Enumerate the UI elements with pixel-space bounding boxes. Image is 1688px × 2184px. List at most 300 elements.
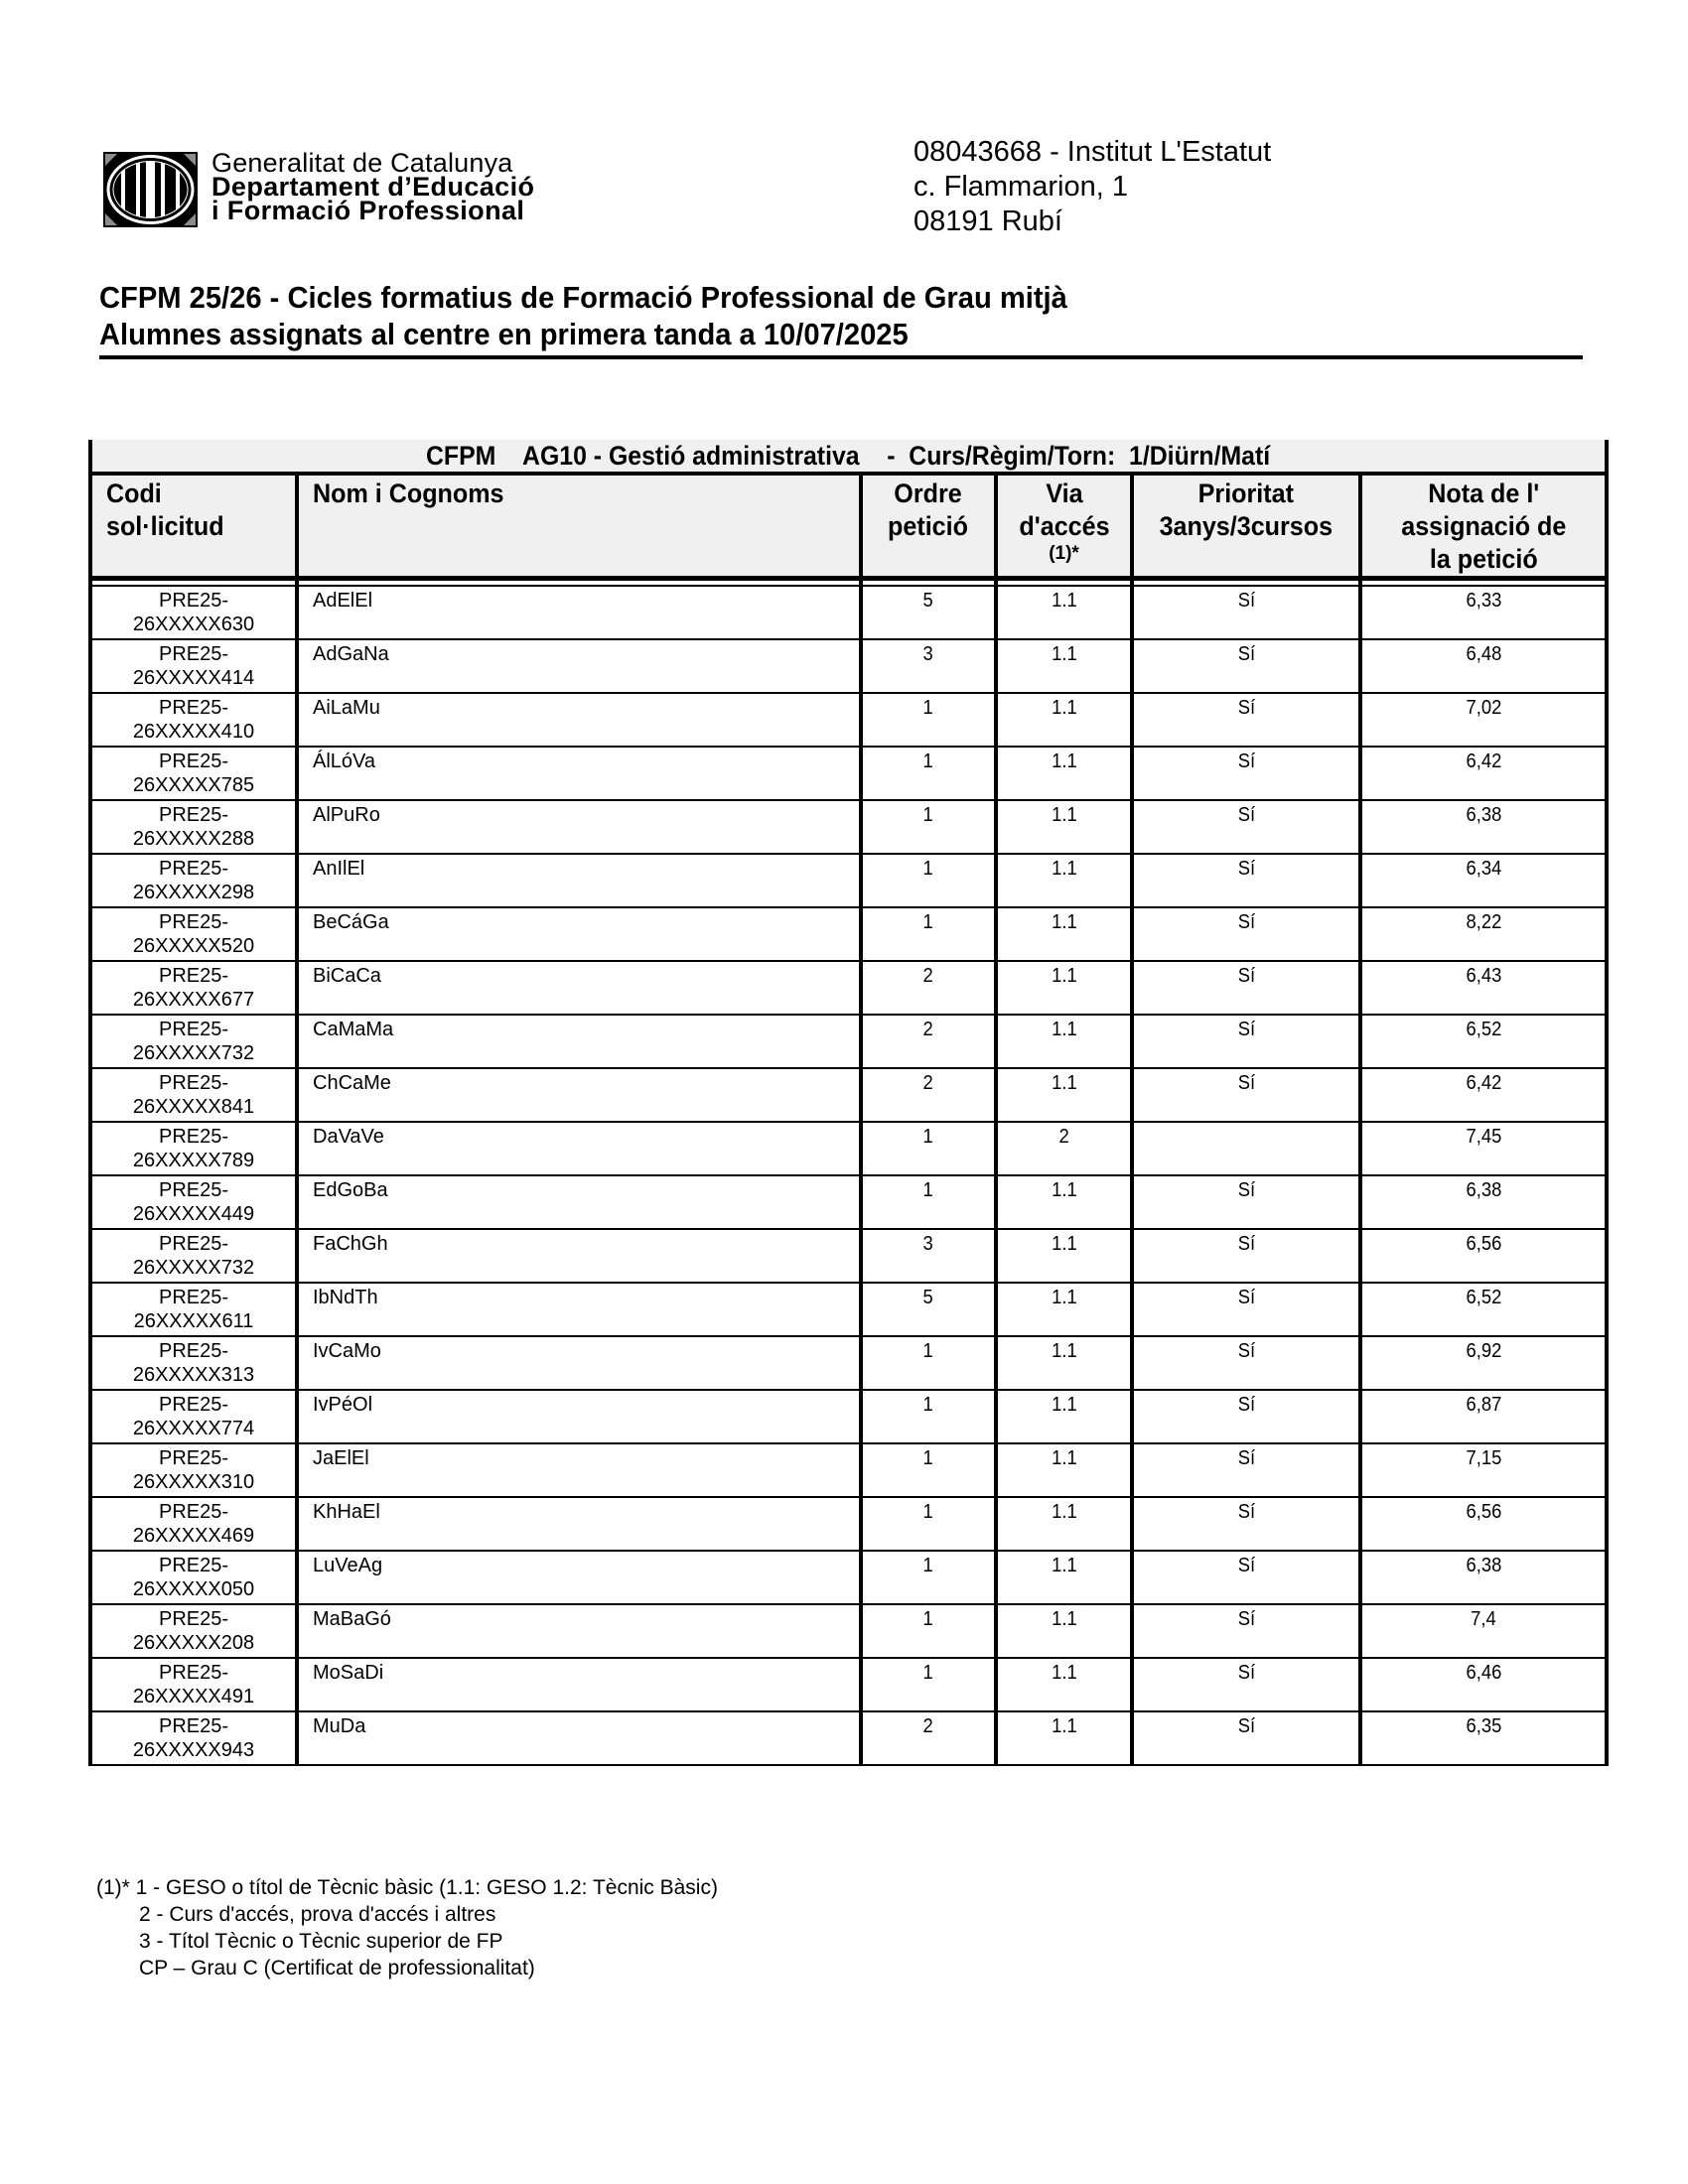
cell-assignment-grade	[1360, 1604, 1607, 1658]
cell-priority-text: Sí	[1237, 1662, 1255, 1684]
cell-priority-text: Sí	[1237, 1019, 1255, 1040]
request-code-suffix: 26XXXXX491	[132, 1686, 255, 1707]
cell-student-name	[297, 1497, 861, 1551]
cell-assignment-grade	[1360, 639, 1607, 693]
cell-assignment-grade-text: 6,35	[1466, 1715, 1501, 1737]
cell-request-code	[90, 1229, 297, 1283]
cell-priority-text: Sí	[1237, 1394, 1255, 1416]
cell-request-order	[861, 1497, 996, 1551]
table-row	[90, 1336, 1607, 1390]
request-code-prefix: PRE25-	[158, 965, 229, 987]
table-row	[90, 907, 1607, 961]
cell-student-name-text: MoSaDi	[313, 1662, 384, 1684]
cell-priority-text: Sí	[1237, 1715, 1255, 1737]
request-code-suffix: 26XXXXX310	[132, 1471, 255, 1493]
cell-student-name-text: AnIlEl	[313, 858, 365, 880]
cell-request-order	[861, 1015, 996, 1068]
grade-header-line-1: Nota de l'	[1427, 478, 1540, 508]
footnote-line-1: (1)* 1 - GESO o títol de Tècnic bàsic (1.1: GESO 1.2: Tècnic Bàsic)	[96, 1876, 718, 1899]
cell-priority	[1132, 1390, 1360, 1443]
cell-assignment-grade-text: 7,4	[1471, 1608, 1496, 1630]
cell-priority	[1132, 800, 1360, 854]
cell-priority	[1132, 1068, 1360, 1122]
cell-access-route-text: 1.1	[1051, 858, 1077, 880]
table-row	[90, 1604, 1607, 1658]
request-code-suffix: 26XXXXX789	[132, 1150, 255, 1171]
cell-request-order-text: 1	[922, 1608, 934, 1630]
cell-request-order-text: 1	[922, 858, 934, 880]
cell-access-route-text: 1.1	[1051, 697, 1077, 719]
cell-priority	[1132, 693, 1360, 747]
request-code-suffix: 26XXXXX410	[132, 721, 255, 743]
cell-request-order-text: 5	[922, 590, 934, 612]
cell-priority	[1132, 1604, 1360, 1658]
cell-assignment-grade	[1360, 961, 1607, 1015]
cell-assignment-grade-text: 6,42	[1466, 1072, 1501, 1094]
cell-assignment-grade	[1360, 1658, 1607, 1711]
request-code-prefix: PRE25-	[158, 1555, 229, 1576]
access-route-footnotes	[96, 1874, 718, 1981]
cell-request-code	[90, 1658, 297, 1711]
table-row	[90, 854, 1607, 907]
cell-access-route-text: 1.1	[1051, 804, 1077, 826]
cell-access-route	[996, 586, 1132, 639]
cell-request-order-text: 2	[922, 1715, 934, 1737]
table-row	[90, 639, 1607, 693]
cell-request-order	[861, 1551, 996, 1604]
cell-access-route	[996, 747, 1132, 800]
institution-address	[914, 135, 1271, 239]
cell-assignment-grade	[1360, 747, 1607, 800]
cell-assignment-grade	[1360, 1175, 1607, 1229]
cell-student-name	[297, 1551, 861, 1604]
cell-access-route	[996, 854, 1132, 907]
request-code-suffix: 26XXXXX298	[132, 882, 255, 903]
table-row	[90, 1711, 1607, 1765]
spacer-cell	[996, 579, 1132, 587]
cell-priority	[1132, 1658, 1360, 1711]
cell-request-code	[90, 1283, 297, 1336]
request-code-suffix: 26XXXXX050	[132, 1578, 255, 1600]
priority-header-line-1: Prioritat	[1197, 478, 1295, 508]
table-row	[90, 1283, 1607, 1336]
cell-request-order	[861, 1229, 996, 1283]
cell-assignment-grade-text: 6,38	[1466, 1179, 1501, 1201]
cell-priority	[1132, 1497, 1360, 1551]
cell-student-name-text: BiCaCa	[313, 965, 381, 987]
cell-assignment-grade	[1360, 1015, 1607, 1068]
request-code-suffix: 26XXXXX313	[132, 1364, 255, 1386]
table-row	[90, 961, 1607, 1015]
cell-request-order	[861, 1443, 996, 1497]
cell-priority	[1132, 1443, 1360, 1497]
via-header-line-2: d'accés	[1018, 511, 1110, 541]
cell-priority	[1132, 1711, 1360, 1765]
cell-student-name	[297, 854, 861, 907]
request-code-prefix: PRE25-	[158, 911, 229, 933]
cell-request-code	[90, 1497, 297, 1551]
cell-student-name-text: KhHaEl	[313, 1501, 380, 1523]
request-code-suffix: 26XXXXX611	[133, 1310, 254, 1332]
cell-assignment-grade-text: 6,38	[1466, 804, 1501, 826]
cell-assignment-grade-text: 6,56	[1466, 1233, 1501, 1255]
cell-priority-text: Sí	[1237, 643, 1255, 665]
cell-assignment-grade-text: 6,33	[1466, 590, 1501, 612]
cell-request-code	[90, 747, 297, 800]
title-line-2: Alumnes assignats al centre en primera tanda a 10/07/2025	[99, 317, 909, 351]
cell-request-order-text: 2	[922, 965, 934, 987]
cell-priority	[1132, 907, 1360, 961]
institution-name: 08043668 - Institut L'Estatut	[914, 136, 1272, 168]
request-code-suffix: 26XXXXX732	[132, 1257, 255, 1279]
request-code-suffix: 26XXXXX449	[132, 1203, 255, 1225]
cell-student-name	[297, 961, 861, 1015]
request-code-prefix: PRE25-	[158, 1019, 229, 1040]
cell-priority-text: Sí	[1237, 858, 1255, 880]
cell-assignment-grade	[1360, 907, 1607, 961]
cell-priority-text: Sí	[1237, 1233, 1255, 1255]
table-row	[90, 586, 1607, 639]
request-code-prefix: PRE25-	[158, 1447, 229, 1469]
cell-student-name-text: EdGoBa	[313, 1179, 388, 1201]
request-code-prefix: PRE25-	[158, 1233, 229, 1255]
cell-request-order	[861, 1175, 996, 1229]
cell-access-route-text: 1.1	[1051, 1340, 1077, 1362]
cell-access-route	[996, 1711, 1132, 1765]
cell-assignment-grade	[1360, 1390, 1607, 1443]
cell-priority	[1132, 1336, 1360, 1390]
request-code-prefix: PRE25-	[158, 1126, 229, 1148]
cell-student-name	[297, 800, 861, 854]
cell-student-name	[297, 1175, 861, 1229]
cell-access-route-text: 1.1	[1051, 1715, 1077, 1737]
cell-request-order-text: 2	[922, 1019, 934, 1040]
cell-student-name-text: CaMaMa	[313, 1019, 394, 1040]
cell-student-name-text: AdGaNa	[313, 643, 389, 665]
cell-priority-text: Sí	[1237, 1072, 1255, 1094]
cell-student-name	[297, 1336, 861, 1390]
request-code-prefix: PRE25-	[158, 1179, 229, 1201]
title-underline-divider	[99, 355, 1583, 359]
cell-access-route	[996, 1390, 1132, 1443]
request-code-prefix: PRE25-	[158, 1072, 229, 1094]
table-header-row	[90, 474, 1607, 579]
cell-priority-text: Sí	[1237, 1608, 1255, 1630]
cell-request-order-text: 1	[922, 1340, 934, 1362]
cell-request-code	[90, 1443, 297, 1497]
cell-access-route-text: 1.1	[1051, 1179, 1077, 1201]
table-row	[90, 1551, 1607, 1604]
cell-access-route	[996, 1336, 1132, 1390]
cell-request-order	[861, 1711, 996, 1765]
column-header-grade	[1360, 474, 1607, 579]
cell-request-order	[861, 639, 996, 693]
cell-access-route-text: 1.1	[1051, 1233, 1077, 1255]
cell-access-route	[996, 1068, 1132, 1122]
cell-request-code	[90, 1551, 297, 1604]
cell-student-name-text: DaVaVe	[313, 1126, 384, 1148]
cell-student-name-text: AdElEl	[313, 590, 373, 612]
cell-student-name	[297, 907, 861, 961]
cell-priority-text: Sí	[1237, 1179, 1255, 1201]
request-code-suffix: 26XXXXX943	[132, 1739, 255, 1761]
column-header-priority	[1132, 474, 1360, 579]
cell-assignment-grade	[1360, 800, 1607, 854]
cell-access-route	[996, 800, 1132, 854]
cell-priority	[1132, 639, 1360, 693]
spacer-cell	[90, 579, 297, 587]
cell-request-code	[90, 1604, 297, 1658]
cell-priority	[1132, 1175, 1360, 1229]
cell-request-order	[861, 907, 996, 961]
cell-access-route	[996, 1658, 1132, 1711]
cell-request-order	[861, 747, 996, 800]
cell-student-name	[297, 1604, 861, 1658]
cell-request-order-text: 1	[922, 911, 934, 933]
request-code-prefix: PRE25-	[158, 1715, 229, 1737]
spacer-cell	[861, 579, 996, 587]
request-code-prefix: PRE25-	[158, 1394, 229, 1416]
title-line-1: CFPM 25/26 - Cicles formatius de Formació Professional de Grau mitjà	[99, 280, 1067, 315]
cell-request-order	[861, 1122, 996, 1175]
request-code-suffix: 26XXXXX841	[132, 1096, 255, 1118]
cell-request-order-text: 3	[922, 1233, 934, 1255]
generalitat-emblem-icon	[103, 152, 198, 227]
cell-access-route-text: 1.1	[1051, 965, 1077, 987]
cell-request-code	[90, 639, 297, 693]
cell-priority-text: Sí	[1237, 965, 1255, 987]
cell-priority-text: Sí	[1237, 751, 1255, 772]
cell-access-route	[996, 1604, 1132, 1658]
cell-student-name	[297, 1068, 861, 1122]
cell-assignment-grade-text: 6,42	[1466, 751, 1501, 772]
cell-access-route	[996, 907, 1132, 961]
cell-student-name	[297, 1015, 861, 1068]
cell-priority	[1132, 1122, 1360, 1175]
request-code-prefix: PRE25-	[158, 590, 229, 612]
cell-access-route	[996, 1443, 1132, 1497]
cell-assignment-grade-text: 8,22	[1466, 911, 1501, 933]
cell-assignment-grade	[1360, 1283, 1607, 1336]
cell-priority-text: Sí	[1237, 1501, 1255, 1523]
cell-student-name-text: ÁlLóVa	[313, 751, 376, 772]
cell-student-name-text: MaBaGó	[313, 1608, 391, 1630]
cell-student-name	[297, 1443, 861, 1497]
cell-priority	[1132, 747, 1360, 800]
column-header-code	[90, 474, 297, 579]
cell-access-route-text: 1.1	[1051, 1662, 1077, 1684]
cell-request-code	[90, 907, 297, 961]
request-code-prefix: PRE25-	[158, 643, 229, 665]
code-header-line-2: sol·licitud	[106, 511, 224, 541]
cell-request-code	[90, 1122, 297, 1175]
table-row	[90, 1658, 1607, 1711]
column-header-order	[861, 474, 996, 579]
cell-assignment-grade-text: 6,34	[1466, 858, 1501, 880]
cell-request-order	[861, 693, 996, 747]
cell-assignment-grade	[1360, 1443, 1607, 1497]
cell-request-order-text: 1	[922, 1179, 934, 1201]
cell-access-route	[996, 1497, 1132, 1551]
footnote-line-4: CP – Grau C (Certificat de professionalitat)	[139, 1957, 535, 1979]
header-spacer-row	[90, 579, 1607, 587]
cell-request-code	[90, 1711, 297, 1765]
cell-request-code	[90, 1068, 297, 1122]
cell-access-route	[996, 961, 1132, 1015]
cell-student-name-text: AlPuRo	[313, 804, 380, 826]
request-code-suffix: 26XXXXX630	[132, 614, 255, 635]
cell-assignment-grade	[1360, 1336, 1607, 1390]
request-code-suffix: 26XXXXX774	[132, 1418, 255, 1439]
cell-priority	[1132, 1551, 1360, 1604]
cell-request-code	[90, 1390, 297, 1443]
cell-request-order	[861, 1658, 996, 1711]
cell-access-route-text: 2	[1058, 1126, 1069, 1148]
cell-student-name	[297, 1658, 861, 1711]
cell-access-route-text: 1.1	[1051, 1555, 1077, 1576]
grade-header-line-2: assignació de	[1400, 511, 1567, 541]
table-row	[90, 1175, 1607, 1229]
table-row	[90, 1390, 1607, 1443]
cell-assignment-grade-text: 6,48	[1466, 643, 1501, 665]
cell-priority-text: Sí	[1237, 911, 1255, 933]
cell-priority-text: Sí	[1237, 590, 1255, 612]
cell-assignment-grade-text: 6,56	[1466, 1501, 1501, 1523]
cell-request-order	[861, 1068, 996, 1122]
cell-assignment-grade-text: 6,87	[1466, 1394, 1501, 1416]
spacer-cell	[297, 579, 861, 587]
assigned-students-table	[88, 440, 1609, 1766]
name-header-text: Nom i Cognoms	[313, 478, 504, 508]
order-header-line-1: Ordre	[894, 478, 963, 508]
cell-access-route-text: 1.1	[1051, 1501, 1077, 1523]
table-row	[90, 1068, 1607, 1122]
cell-request-order-text: 1	[922, 697, 934, 719]
request-code-suffix: 26XXXXX208	[132, 1632, 255, 1654]
table-row	[90, 693, 1607, 747]
cell-priority	[1132, 1229, 1360, 1283]
cell-priority-text: Sí	[1237, 804, 1255, 826]
cell-access-route-text: 1.1	[1051, 1072, 1077, 1094]
cell-student-name	[297, 747, 861, 800]
cell-priority	[1132, 854, 1360, 907]
spacer-cell	[1132, 579, 1360, 587]
cell-assignment-grade-text: 6,92	[1466, 1340, 1501, 1362]
cell-request-order	[861, 1390, 996, 1443]
cell-student-name-text: BeCáGa	[313, 911, 389, 933]
cell-access-route-text: 1.1	[1051, 1394, 1077, 1416]
cell-request-order-text: 3	[922, 643, 934, 665]
cell-access-route	[996, 1175, 1132, 1229]
cell-student-name-text: LuVeAg	[313, 1555, 383, 1576]
cell-student-name	[297, 1390, 861, 1443]
cell-request-order	[861, 586, 996, 639]
cell-access-route-text: 1.1	[1051, 1287, 1077, 1308]
table-row	[90, 1497, 1607, 1551]
cell-request-code	[90, 800, 297, 854]
cell-assignment-grade-text: 6,46	[1466, 1662, 1501, 1684]
cell-student-name-text: AiLaMu	[313, 697, 380, 719]
cell-student-name-text: FaChGh	[313, 1233, 388, 1255]
cell-access-route	[996, 639, 1132, 693]
request-code-prefix: PRE25-	[158, 1608, 229, 1630]
footnote-line-3: 3 - Títol Tècnic o Tècnic superior de FP	[139, 1930, 503, 1953]
cell-assignment-grade	[1360, 1229, 1607, 1283]
request-code-suffix: 26XXXXX520	[132, 935, 255, 957]
cell-assignment-grade	[1360, 854, 1607, 907]
cell-student-name-text: IvPéOl	[313, 1394, 373, 1416]
institution-street: c. Flammarion, 1	[914, 171, 1128, 203]
cell-priority-text: Sí	[1237, 697, 1255, 719]
cell-request-code	[90, 1336, 297, 1390]
order-header-line-2: petició	[888, 511, 969, 541]
document-title	[99, 279, 1491, 352]
table-row	[90, 1229, 1607, 1283]
cell-assignment-grade-text: 7,02	[1466, 697, 1501, 719]
table-caption-row	[90, 440, 1607, 474]
institution-city: 08191 Rubí	[914, 205, 1062, 237]
column-header-access-route	[996, 474, 1132, 579]
caption-text: CFPM AG10 - Gestió administrativa - Curs/Règim/Torn: 1/Diürn/Matí	[426, 440, 1271, 471]
cell-access-route-text: 1.1	[1051, 751, 1077, 772]
cell-assignment-grade-text: 6,52	[1466, 1019, 1501, 1040]
cell-priority-text: Sí	[1237, 1287, 1255, 1308]
request-code-prefix: PRE25-	[158, 751, 229, 772]
cell-request-order	[861, 854, 996, 907]
cell-assignment-grade-text: 6,43	[1466, 965, 1501, 987]
request-code-suffix: 26XXXXX414	[132, 667, 255, 689]
cell-priority	[1132, 586, 1360, 639]
cell-assignment-grade-text: 6,52	[1466, 1287, 1501, 1308]
cell-access-route-text: 1.1	[1051, 1447, 1077, 1469]
cell-request-order-text: 2	[922, 1072, 934, 1094]
request-code-prefix: PRE25-	[158, 858, 229, 880]
request-code-prefix: PRE25-	[158, 697, 229, 719]
cell-access-route	[996, 1229, 1132, 1283]
org-line-2: Departament d’Educació	[211, 172, 535, 202]
cell-request-code	[90, 854, 297, 907]
request-code-prefix: PRE25-	[158, 1340, 229, 1362]
cell-access-route-text: 1.1	[1051, 911, 1077, 933]
cell-student-name	[297, 1283, 861, 1336]
cell-student-name	[297, 586, 861, 639]
request-code-prefix: PRE25-	[158, 1287, 229, 1308]
cell-request-order	[861, 1336, 996, 1390]
table-row	[90, 1122, 1607, 1175]
cell-assignment-grade	[1360, 586, 1607, 639]
cell-access-route-text: 1.1	[1051, 1608, 1077, 1630]
request-code-suffix: 26XXXXX732	[132, 1042, 255, 1064]
cell-request-order-text: 1	[922, 1555, 934, 1576]
cell-request-order	[861, 1283, 996, 1336]
cell-assignment-grade-text: 7,15	[1466, 1447, 1501, 1469]
cell-access-route-text: 1.1	[1051, 590, 1077, 612]
table-caption	[90, 440, 1607, 474]
cell-request-order-text: 1	[922, 1447, 934, 1469]
cell-request-code	[90, 586, 297, 639]
cell-request-order	[861, 1604, 996, 1658]
cell-priority	[1132, 1283, 1360, 1336]
cell-request-order-text: 1	[922, 1126, 934, 1148]
org-line-1: Generalitat de Catalunya	[211, 148, 513, 178]
cell-priority-text: Sí	[1237, 1555, 1255, 1576]
request-code-suffix: 26XXXXX677	[132, 989, 255, 1011]
org-line-3: i Formació Professional	[211, 196, 525, 225]
cell-assignment-grade-text: 6,38	[1466, 1555, 1501, 1576]
cell-request-code	[90, 1015, 297, 1068]
cell-request-order-text: 1	[922, 1662, 934, 1684]
cell-student-name-text: IbNdTh	[313, 1287, 378, 1308]
